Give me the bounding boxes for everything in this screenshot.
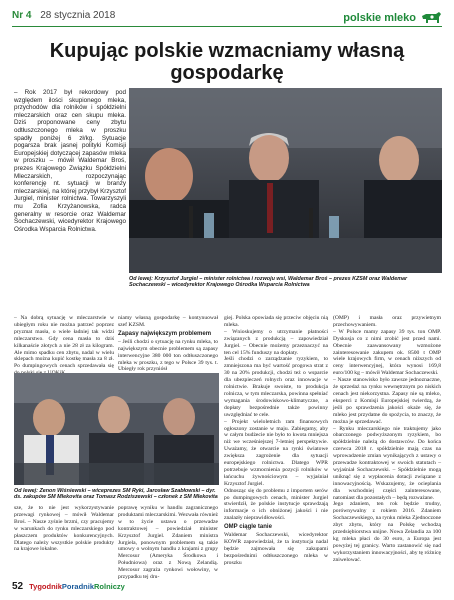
magazine-name-part-1: Tygodnik — [29, 581, 62, 591]
column-3-body: giej. Polska opowiada się przeciw objęciu nią mleka. – Wnioskujemy o utrzymanie płatności związanych z produkcją – zapowiedział Jurgiel. – Obecnie możemy przeznaczyć na ten cel 15% funduszy na dopłaty. Jeśli chodzi o zarządzanie ryzykiem, to zmniejszona ma być wartość progowa strat z 30 na 20% produkcji, chodzi też o wsparcie dla ubezpieczeń rolnych oraz innowacje w rolnictwie. Brakuje swoiste, to produkcja rolnicza, w tym mleczarska, powinna spełniać wymagania środowiskowo-klimatyczne, a dopłaty bezpośrednie także powinny uwzględniać te cele. – Projekt wieloletnich ram finansowych ogłoszony zostanie w maju. Zabiegamy, aby w całym budżecie nie było to kwota mniejsza niż we wcześniejszej 7-letniej perspektywie. Uważamy, że otwarcie na rynki światowe zwiększa zagrożenie dla sytuacji europejskiego rolnictwa. Dlatego WPR potrzebuje wzmocnienia pozycji rolników w łańcuchu żywnościowym – wyjaśniał Krzysztof Jurgiel. Odnosząc się do problemu z importem serów po dumpingowych cenach, minister Jurgiel stwierdził, że polskie instytucje sprawdzają informacje o ich obniżonej jakości i nie znalazły nieprawidłowości. — [224, 315, 328, 522]
issue-number: Nr 4 — [12, 10, 32, 21]
press-conference-image — [129, 88, 442, 273]
column-2-bottom: poprawę wyniku w handlu zagranicznego produktami mleczarskimi. Wezwała również w to życie ustawa o przewadze kontraktowej – powiedział minister Krzysztof Jurgiel. Zdaniem ministra Jurgiela, ponownym problemem są takie umowy o wolnym handlu z krajami z grupy Mercosur (Ameryka Środkowa i Południowa) oraz z Nową Zelandią. Mercosur zagraża rynkowi wołowiny, w przypadku tej dru- — [118, 505, 218, 581]
section-heading-zapasy: Zapasy największym problemem — [118, 330, 212, 337]
section-heading-omp: OMP ciągle tanie — [224, 524, 272, 531]
column-4: (OMP) i masła oraz przywietnym przechowywaniem. – W Polsce mamy zapasy 39 tys. ton OMP. Dyskusja co z nimi zrobić jest przed nami. Obecnie zaawansowany wzmożone zainteresowanie zakupem ok. 8500 t OMP wiele krajowych firm, w cenach niższych od ceny interwencyjnej, która wynosi 169,8 euro/100 kg – mówił Waldemar Sochaczewski. – Nasze stanowisko było zawsze jednoznaczne, że sprzedaż na rynku wewnętrznym po niskich cenach jest niekorzystna. Zapasy nie są mleko, eksperci z Komisji Europejskiej twierdzą, że jeśli po sprawdzenia jakości okaże się, że mleko jest przydatne do spożycia, to znaczy, że można je sprzedawać. – Rynku mleczarskiego nie traktujemy jako obarczonego podwyższonym ryzykiem, bo spółdzielnie należą do dostawców. Do końca czerwca 2018 r. spółdzielnie mają czas na wprowadzenie zmian wynikających z ustawy o przewadze kontraktowej w swoich statutach – wyjaśniał Sochaczewski. – Spółdzielnie mogą uniknąć się z wypłacenia dotacji związane z innowacyjnością. Wskazujemy, że ocieplania dla wschodniej części zainteresowane, natomiast dla pozostałych – będą rozważane. Jego zdaniem, ten rok będzie trudny, porównywalny z rokiem 2016. Zdaniem Sochaczewskiego, na rynku mleka Zjednoczone zbyt zbytu, który na Polskę wchodzą przedsiębiorstwa unijne. Nowa Zelandia za 100 kg mleka płaci do 30 euro, a Europa jest powyżej tej granicy. Warto zastanowić się nad wykorzystaniem innowacyjności, aby tę różnicę zniwelować. — [333, 315, 441, 563]
issue-date: 28 stycznia 2018 — [40, 10, 116, 21]
column-2-body: – Jeśli chodzi o sytuację na rynku mleka, to największym obecnie problemem są zapasy interwencyjne 380 000 ton odtłuszczonego mleka w proszku, z tego w Polsce 39 tys. t. Ubiegły rok przyniósł — [118, 338, 218, 373]
dairy-representatives-image — [14, 373, 219, 485]
column-2-intro: niamy własną gospodarkę – kontynuował szef KZSM. — [118, 315, 218, 328]
brand-label: polskie mleko — [343, 12, 416, 24]
photo-dairy-representatives — [14, 373, 219, 485]
page-footer — [12, 580, 442, 592]
magazine-name — [29, 582, 125, 591]
photo-caption-2: Od lewej: Zenon Wiśniewski – wiceprezes SM Ryki, Jarosław Szabłowski – dyr. ds. zakupów SM Mlekovita oraz Tomasz Rodziszewski – członek z SM Mlekovita — [14, 488, 218, 501]
column-3-bottom: Waldemar Sochaczewski, wicedyrektor KOWR zapowiedział, że ta instytucja nadal będzie zajmowała się zakupami bezpośrednimi odtłuszczonego mleka w proszku — [224, 532, 328, 566]
cow-logo-icon — [420, 10, 442, 26]
article-title: Kupując polskie wzmacniamy własną gospodarkę — [49, 40, 405, 84]
column-3 — [224, 315, 328, 583]
magazine-name-part-3: Rolniczy — [94, 581, 125, 591]
header-rule — [12, 26, 442, 27]
photo-press-conference — [129, 88, 442, 273]
article-lead: – Rok 2017 był rekordowy pod względem ilości skupionego mleka, przychodów dla rolników i spółdzielni mleczarskich oraz cen skupu mleka. Dziś proponowane ceny zbytu odtłuszczonego mleka w proszku spadły poniżej 6 zł/kg. Sytuacje pogarsza brak jasnej polityki Komisji Europejskiej dotyczącej zapasów mleka w proszku – mówił Waldemar Broś, prezes Krajowego Związku Spółdzielni Mleczarskich, rozpoczynając konferencję nt. sytuacji w branży mleczarskiej, na której przybył Krzysztof Jurgiel, minister rolnictwa. Towarzyszyli mu Zofia Krzyżanowska, radca generalny w resorcie oraz Waldemar Sochaczewski, wicedyrektor Krajowego Ośrodka Wsparcia Rolnictwa. — [14, 89, 126, 233]
column-1-bottom: sze, że to nie jest wykorzystywanie przewagi rynkowej – mówił Waldemar Broś. – Nasze zyśnie brzmi, czy pracujemy w warunkach do rynku mleczarskiego pod płaszczem produktów konkurencyjnych. Dlatego należy wszystkie polskie produkty na krajowe lokalne. — [14, 505, 114, 553]
section-brand — [343, 8, 442, 28]
issue-info — [12, 10, 115, 21]
magazine-name-part-2: Poradnik — [61, 581, 94, 591]
page-number: 52 — [12, 580, 24, 592]
column-1-top: – Na dobrą sytuację w mleczarstwie w ubiegłym roku nie można patrzeć poprzez pryzmat masła, o wiele ładniej tak widzi mleczarstwo. Gdy cena masła to dziś kilkanaście złotych a nie 28 zł za kilogram. Ale mimo spadku cen zbytu, nadal w wielu sklepach można kupić kostkę masła za 8 zł. Po dumpingowych cenach sprzedawała się — [14, 315, 114, 370]
photo-caption-1: Od lewej: Krzysztof Jurgiel – minister rolnictwa i rozwoju wsi, Waldemar Broś – prezes KZSM oraz Waldemar Sochaczewski – wicedyrektor Krajowego Ośrodka Wsparcia Rolnictwa — [129, 276, 408, 289]
